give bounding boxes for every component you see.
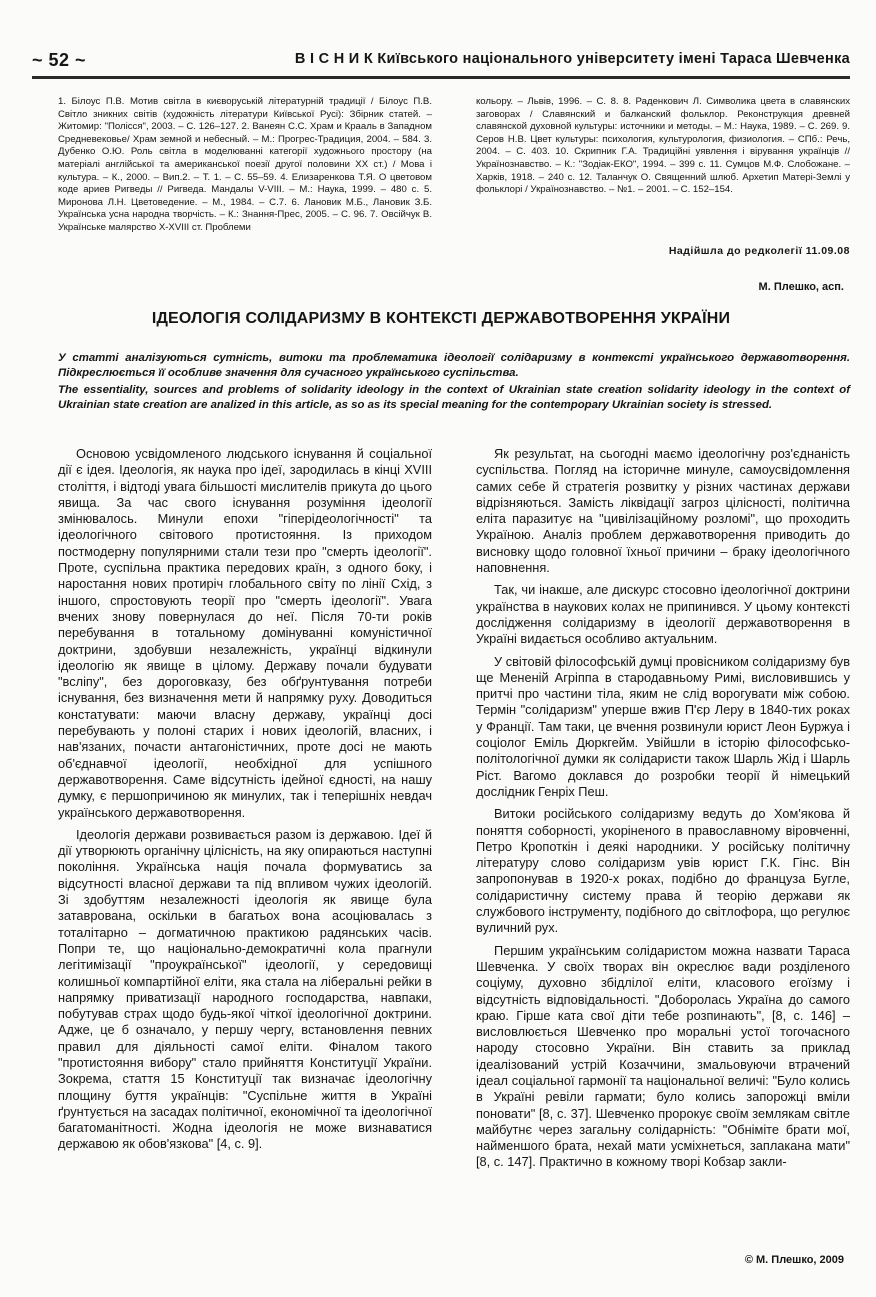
references-left: 1. Білоус П.В. Мотив світла в києворуській літературній традиції / Білоус П.В. Світло зникних світів (художність літератури Київської Русі): Збірник статей. – Житомир: "Полісся", 2003. – С. 126–127. 2. Ванеян С.С. Храм и Крааль в Западном Средневековье/ Храм земной и небесный. – М.: Прогрес-Традиция, 2004. – 584. 3. Дубенко О.Ю. Роль світла в моделюванні категорії художнього простору (на матеріалі англійської та американської поезії другої половини ХХ ст.) / Мова і культура. – К., 2000. – Вип.2. – Т. 1. – С. 55–59. 4. Елизаренкова Т.Я. О цветовом коде ариев Ригведы // Ригведа. Мандалы V-VIII. – М.: Наука, 1999. – 480 с. 5. Миронова Л.Н. Цветоведение. – М., 1984. – С.7. 6. Лановик М.Б., Лановик З.Б. Українська усна народна творчість. – К.: Знання-Прес, 2005. – С. 96. 7. Овсійчук В. Українське малярство Х-XVIII ст. Проблеми bbox=[58, 96, 432, 233]
body-column-right bbox=[476, 446, 850, 1177]
article-author: М. Плешко, асп. bbox=[758, 281, 844, 293]
paragraph: Першим українським солідаристом можна назвати Тараса Шевченка. У своїх творах він окреслює вади розділеного соціуму, духовно збідлілої еліти, класового егоїзму і відсутність відповідальності. "Доборолась Україна до самого краю. Гірше ката свої діти тебе розпинають", [8, с. 146] – висловлюється Шевченко про моральні устої тогочасного народу стосовно України. Він ставить за приклад ідеалізований устрій Козаччини, змальовуючи втрачений ідеал соціальної гармонії та національної величі: "Було колись в Україні ревіли гармати; було колись запорожці вміли поновати" [8, с. 37]. Шевченко пророкує своїм землякам світле майбутнє через загальну солідарність: "Обніміте брати мої, найменшого брата, нехай мати усміхнеться, заплакана мати" [8, с. 147]. Практично в кожному творі Кобзар закли- bbox=[476, 942, 850, 1170]
copyright-notice: © М. Плешко, 2009 bbox=[744, 1254, 844, 1266]
received-date: Надійшла до редколегії 11.09.08 bbox=[668, 245, 850, 257]
journal-title: В І С Н И К Київського національного університету імені Тараса Шевченка bbox=[294, 51, 850, 67]
references-right: кольору. – Львів, 1996. – С. 8. 8. Раденкович Л. Символика цвета в славянских заговорах / Славянский и балканский фольклор. Реконструкция древней славянской духовной культуры: источники и методы. – М.: Наука, 1989. – С. 269. 9. Серов Н.В. Цвет культуры: психология, культурология, физиология. – СПб.: Речь, 2004. – С. 403. 10. Скрипник Г.А. Традиційні уявлення і вірування українців // Українознавство. – К.: "Зодіак-ЕКО", 1994. – 399 с. 11. Сумцов М.Ф. Слобожане. – Харків, 1918. – 240 с. 12. Таланчук О. Священний шлюб. Архетип Матері-Землі у фольклорі / Українознавство. – №1. – 2001. – С. 152–154. bbox=[476, 96, 850, 196]
article-title: ІДЕОЛОГІЯ СОЛІДАРИЗМУ В КОНТЕКСТІ ДЕРЖАВОТВОРЕННЯ УКРАЇНИ bbox=[151, 310, 731, 327]
paragraph: Ідеологія держави розвивається разом із державою. Ідеї й дії утворюють органічну цілісність, на яку опираються наступні покоління. Українська нація почала формуватись за відсутності власної держави та під впливом чужих ідеологій. Зі здобуттям незалежності ідеологія як явище була затаврована, оскільки в багатьох вона асоціювалась з тоталітарно – догматичною практикою радянських часів. Попри те, що національно-демократичні кола прагнули легітимізації "проукраїнської" ідеології, у середовищі колишньої компартійної еліти, яка стала на ліберальні рейки в напрямку приватизації народного господарства, навпаки, побутував страх щодо будь-якої чіткої ідеологічної доктрини. Адже, це б означало, у першу чергу, встановлення певних правил для діяльності самої еліти. Фіналом такого "протистояння вибору" стало прийняття Конституції України. Зокрема, стаття 15 Конституції так визначає ідеологічну площину буття українців: "Суспільне життя в Україні ґрунтується на засадах політичної, економічної та ідеологічної багатоманітності. Жодна ідеологія не може визнаватися державою як обов'язкова" [4, с. 9]. bbox=[58, 826, 432, 1152]
abstract-english: The essentiality, sources and problems of solidarity ideology in the context of Ukrainian state creation solidarity ideology in the context of Ukrainian state creation are analized in this article, as so as its special meaning for the contempopary Ukrainian society is stressed. bbox=[58, 384, 850, 411]
header-rule bbox=[32, 76, 850, 79]
body-column-left bbox=[58, 446, 432, 1159]
paragraph: Витоки російського солідаризму ведуть до Хом'якова й поняття соборності, укоріненого в православному віровченні, Петро Кропоткін і деякі народники. У російську політичну літературу слово солідаризм увів юрист Г.К. Гінс. Він запропонував в 1920-х роках, подібно до француза Бугле, солідаристичну систему права й теорію держави як службового інструменту, подібного до світлофора, що регулює вуличний рух. bbox=[476, 806, 850, 936]
page-number: ~ 52 ~ bbox=[32, 50, 87, 70]
paragraph: У світовій філософській думці провісником солідаризму був ще Мененій Агріппа в стародавньому Римі, висловившись у притчі про частини тіла, яким не слід ворогувати між собою. Термін "солідаризм" уперше вжив П'єр Леру в 1840-тих роках у Франції. Там таки, це вчення розвинули юрист Леон Буржуа і соціолог Еміль Дюркгейм. Увійшли в історію філософсько-політологічної думки як солідаристи також Шарль Жід і Шарль Ріст. Вагомо доклався до розробки теорії й німецький дослідник Генріх Пеш. bbox=[476, 653, 850, 799]
paragraph: Основою усвідомленого людського існування й соціальної дії є ідея. Ідеологія, як наука про ідеї, зародилась в кінці XVIII століття, і відтоді увага більшості мислителів прикута до цього явища. За час свого існування розуміння ідеології змінювалось. Минули епохи "гіперідеологічності" та ідеологічного світового протистояння. Із приходом постмодерну популярними стали тези про "смерть ідеології". Проте, суспільна практика передових країн, з одного боку, і наростання нових протиріч глобального світу по лінії Схід, з іншого, спростовують теорії про "смерть ідеології". Увага вчених знову повернулася до неї. Після 70-ти років перебування в тотальному домінуванні комуністичної доктрини, здобувши незалежність, українці відкинули ідеологію як явище в цілому. Державу почали будувати "всліпу", без дороговказу, без обґрунтування потреби існування, без визначення мети й напрямку руху. Доводиться констатувати: маючи власну державу, українці досі перебувають у полоні старих і нових ідеологій, власних, і нав'язаних, почасти антагоністичних, проте досі не мають об'єднавчої ідеології, необхідної для успішного державотворення. Саме відсутність ідейної єдності, на нашу думку, є першопричиною як минулих, так і теперішніх невдач українського державотворення. bbox=[58, 446, 432, 820]
abstract-ukrainian: У статті аналізуються сутність, витоки та проблематика ідеології солідаризму в контексті українського державотворення. Підкреслюється її особливе значення для сучасного українського суспільства. bbox=[58, 352, 850, 379]
running-header bbox=[32, 50, 850, 72]
paragraph: Як результат, на сьогодні маємо ідеологічну роз'єднаність суспільства. Погляд на історичне минуле, самоусвідомлення самих себе й стратегія розвитку у різних частинах держави відрізняються. Замість ліквідації загроз цілісності, політична еліта паразитує на "цивілізаційному розломі", що проходить Україною. Аналіз проблем державотворення приводить до висновку щодо головної їхньої причини – браку ідеологічного наповнення. bbox=[476, 446, 850, 576]
paragraph: Так, чи інакше, але дискурс стосовно ідеологічної доктрини українства в наукових колах не припинився. У цьому контексті дослідження солідаризму в ідеології державотворення в Україні видається особливо актуальним. bbox=[476, 582, 850, 647]
